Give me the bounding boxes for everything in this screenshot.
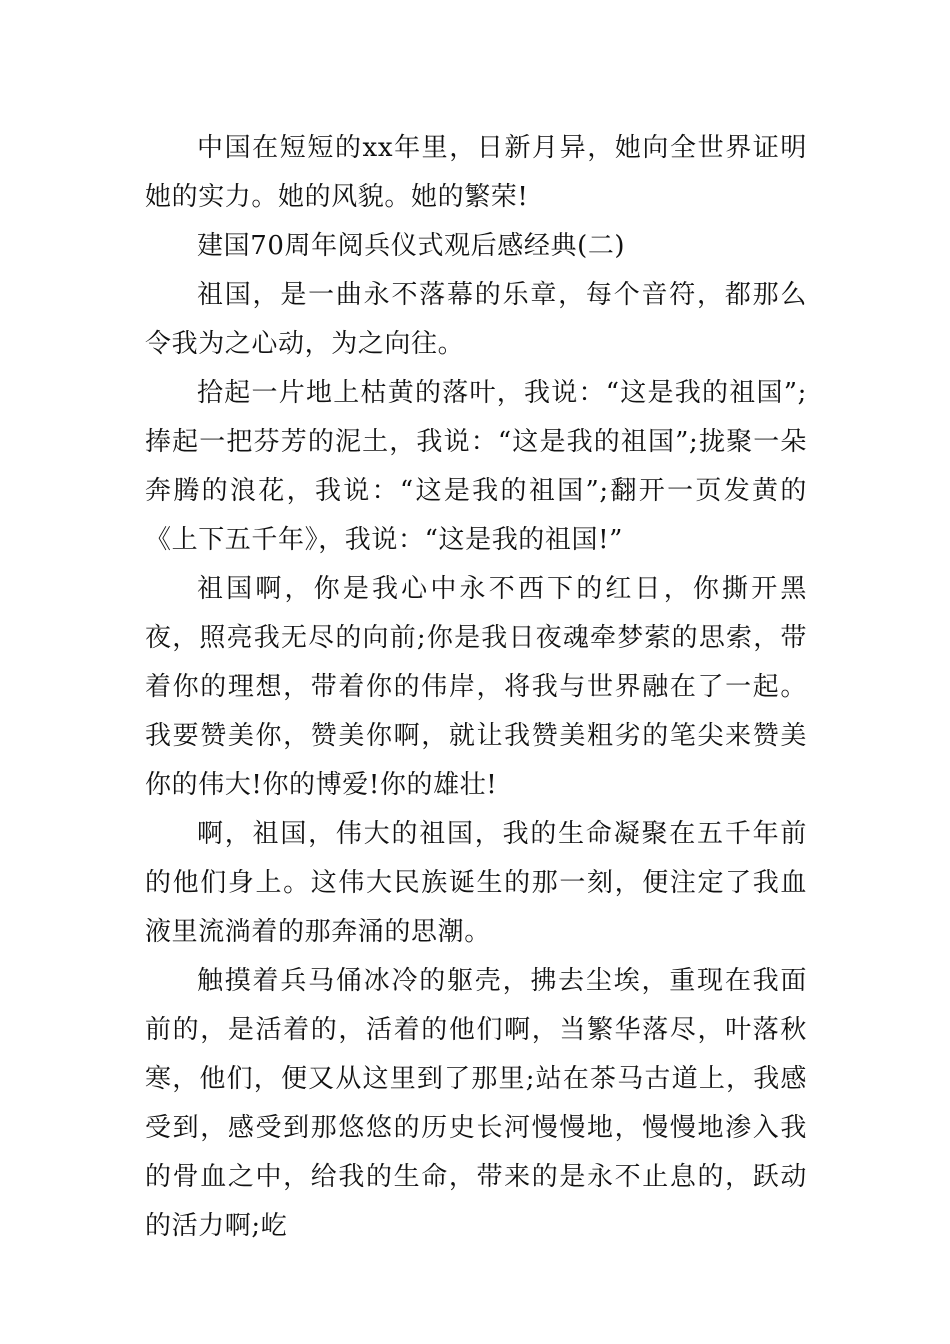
document-body: [145, 124, 807, 1251]
paragraph-great-motherland: 啊，祖国，伟大的祖国，我的生命凝聚在五千年前的他们身上。这伟大民族诞生的那一刻，便注定了我血液里流淌着的那奔涌的思潮。: [145, 819, 807, 947]
paragraph-motherland-music: 祖国，是一曲永不落幕的乐章，每个音符，都那么令我为之心动，为之向往。: [145, 280, 807, 359]
paragraph-terracotta-warriors: 触摸着兵马俑冰冷的躯壳，拂去尘埃，重现在我面前的，是活着的，活着的他们啊，当繁华落尽，叶落秋寒，他们，便又从这里到了那里;站在茶马古道上，我感受到，感受到那悠悠的历史长河慢慢地，慢慢地渗入我的骨血之中，给我的生命，带来的是永不止息的，跃动的活力啊;屹: [145, 966, 807, 1241]
section-heading: 建国70周年阅兵仪式观后感经典(二): [197, 231, 626, 261]
paragraph-china-progress: 中国在短短的xx年里，日新月异，她向全世界证明她的实力。她的风貌。她的繁荣!: [145, 133, 807, 212]
paragraph-this-is-my-motherland: 拾起一片地上枯黄的落叶，我说：“这是我的祖国”;捧起一把芬芳的泥土，我说：“这是我的祖国”;拢聚一朵奔腾的浪花，我说：“这是我的祖国”;翻开一页发黄的《上下五千年》，我说：“这是我的祖国!”: [145, 378, 807, 555]
paragraph-red-sun: 祖国啊，你是我心中永不西下的红日，你撕开黑夜，照亮我无尽的向前;你是我日夜魂牵梦萦的思索，带着你的理想，带着你的伟岸，将我与世界融在了一起。我要赞美你，赞美你啊，就让我赞美粗劣的笔尖来赞美你的伟大!你的博爱!你的雄壮!: [145, 574, 807, 800]
